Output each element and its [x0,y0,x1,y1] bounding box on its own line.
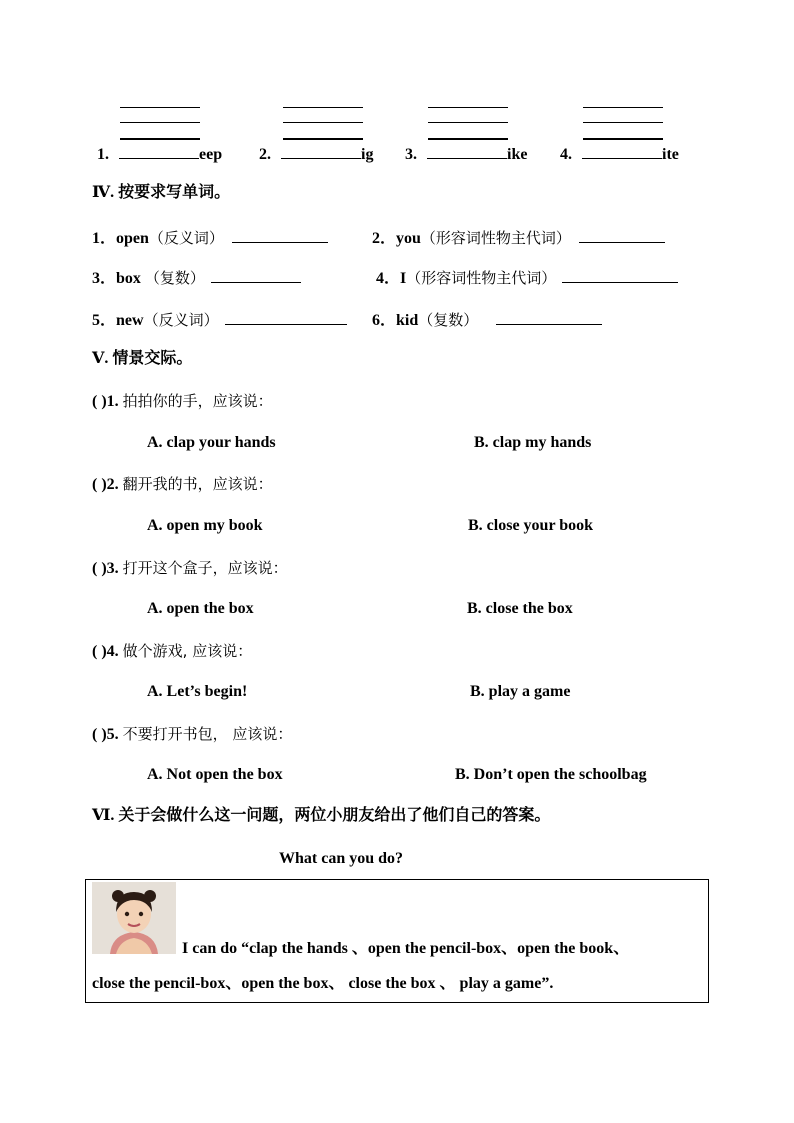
option-a: A. open my book [147,517,263,534]
item-number: 6． [372,312,397,329]
item-word: I [400,270,407,287]
option-a: A. clap your hands [147,434,276,451]
section4-item-3 [92,266,301,289]
section4-item-4 [376,266,678,289]
option-b: B. clap my hands [474,434,592,451]
answer-bracket[interactable]: ( ) [92,476,107,493]
section4-item-1 [92,226,328,249]
word-suffix: eep [199,146,223,163]
item-number: 4． [376,270,401,287]
option-b: B. Don’t open the schoolbag [455,766,647,783]
answer-blank[interactable] [562,266,678,283]
option-a: A. open the box [147,600,254,617]
option-b: B. play a game [470,683,571,700]
section6-question: What can you do? [279,850,404,867]
section4-heading: Ⅳ. 按要求写单词。 [92,184,231,201]
answer-blank[interactable] [496,308,602,325]
item-hint: （反义词） [143,311,219,329]
option-a: A. Let’s begin! [147,683,248,700]
answer-bracket[interactable]: ( ) [92,393,107,410]
item-word: box [116,270,141,287]
answer-blank[interactable] [281,142,361,159]
question-prompt: 不要打开书包， 应该说： [122,725,293,743]
item-number: 2． [372,230,397,247]
item-number: 2. [259,146,271,163]
child-portrait-icon [92,882,176,954]
answer-blank[interactable] [211,266,301,283]
answer-blank[interactable] [119,142,199,159]
answer-bracket[interactable]: ( ) [92,643,107,660]
fill-in-item-3 [405,142,527,165]
option-b: B. close your book [468,517,594,534]
item-hint: （复数） [144,269,205,287]
item-hint: （复数） [418,311,479,329]
question-number: 5. [106,726,119,743]
section4-item-5 [92,308,347,331]
fill-in-item-4 [560,142,679,165]
item-hint: （形容词性物主代词） [406,269,557,287]
answer-blank[interactable] [427,142,507,159]
word-suffix: ike [507,146,528,163]
item-word: you [396,230,421,247]
answer-blank[interactable] [579,226,665,243]
fill-in-item-1 [97,142,222,165]
item-number: 1． [92,230,117,247]
answer-line-2: close the pencil-box、open the box、 close the box 、 play a game”. [92,975,554,992]
item-number: 5． [92,312,117,329]
answer-blank[interactable] [232,226,328,243]
item-word: kid [396,312,419,329]
question-prompt: 拍拍你的手，应该说： [122,392,273,410]
answer-blank[interactable] [582,142,662,159]
option-b: B. close the box [467,600,573,617]
section4-item-2 [372,226,665,249]
item-number: 4. [560,146,572,163]
question-prompt: 做个游戏, 应该说： [122,642,253,660]
item-number: 3. [405,146,417,163]
item-hint: （形容词性物主代词） [420,229,571,247]
answer-bracket[interactable]: ( ) [92,726,107,743]
question-number: 1. [106,393,119,410]
item-word: new [116,312,144,329]
answer-line-1: I can do “clap the hands 、open the pencil-box、open the book、 [182,940,630,957]
word-suffix: ite [662,146,679,163]
question-number: 4. [106,643,119,660]
section5-heading: Ⅴ. 情景交际。 [92,350,193,367]
section4-item-6 [372,308,602,331]
child-photo [92,882,176,954]
answer-blank[interactable] [225,308,347,325]
question-number: 3. [106,560,119,577]
item-number: 3． [92,270,117,287]
fill-in-item-2 [259,142,373,165]
question-prompt: 翻开我的书，应该说： [122,475,273,493]
item-number: 1. [97,146,109,163]
question-prompt: 打开这个盒子，应该说： [122,559,288,577]
answer-bracket[interactable]: ( ) [92,560,107,577]
question-number: 2. [106,476,119,493]
item-word: open [116,230,149,247]
section6-heading: Ⅵ. 关于会做什么这一问题，两位小朋友给出了他们自己的答案。 [92,807,551,824]
item-hint: （反义词） [148,229,224,247]
option-a: A. Not open the box [147,766,283,783]
word-suffix: ig [361,146,374,163]
